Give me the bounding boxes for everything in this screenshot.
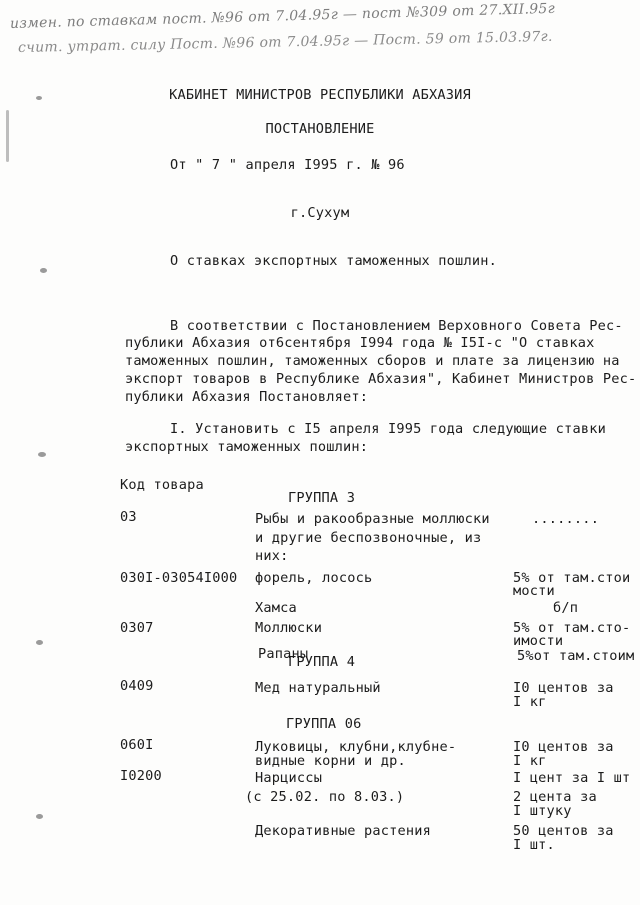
table-row-rate: б/п	[553, 600, 579, 616]
subject-line: О ставках экспортных таможенных пошлин.	[170, 253, 497, 269]
scan-speck	[36, 640, 43, 645]
table-row-rate: 50 центов за	[513, 823, 614, 839]
table-row-desc: и другие беспозвоночные, из	[255, 530, 482, 546]
paragraph-line: публики Абхазия от6сентября I994 года № I5I-с "О ставках	[125, 335, 595, 351]
table-row-rate: 5% от там.стои	[513, 570, 631, 586]
table-row-desc: Хамса	[255, 600, 297, 616]
scan-speck	[40, 268, 47, 273]
handwritten-note-line2: счит. утрат. силу Пост. №96 от 7.04.95г — Пост. 59 от 15.03.97г.	[17, 28, 553, 56]
table-row-code: I0200	[120, 768, 162, 784]
paragraph-line: экспортных таможенных пошлин:	[125, 439, 369, 455]
paragraph-line: экспорт товаров в Республике Абхазия", Кабинет Министров Рес-	[125, 371, 637, 387]
table-row-desc: Луковицы, клубни,клубне-	[255, 739, 457, 755]
city-line: г.Сухум	[290, 205, 350, 221]
scan-speck	[36, 814, 43, 819]
table-row-rate: I0 центов за	[513, 680, 614, 696]
table-row-code: 060I	[120, 737, 154, 753]
table-row-rate: имости	[513, 633, 564, 649]
table-row-rate: мости	[513, 583, 555, 599]
table-row-desc: (с 25.02. по 8.03.)	[245, 789, 405, 805]
table-row-desc: видные корни и др.	[255, 753, 406, 769]
table-row-desc: Рапаны	[258, 646, 309, 662]
table-row-desc: Мед натуральный	[255, 680, 381, 696]
table-row-rate: I0 центов за	[513, 739, 614, 755]
table-row-rate: I шт.	[513, 837, 555, 853]
table-row-rate: 5%от там.стоим	[517, 648, 635, 664]
table-row-desc: Нарциссы	[255, 770, 323, 786]
table-row-desc: Моллюски	[255, 620, 323, 636]
handwritten-note-line1: измен. по ставкам пост. №96 от 7.04.95г — пост №309 от 27.XII.95г	[9, 0, 556, 32]
table-row-rate: I штуку	[513, 803, 572, 819]
group-heading-6: ГРУППА 06	[286, 716, 362, 732]
cabinet-heading: КАБИНЕТ МИНИСТРОВ РЕСПУБЛИКИ АБХАЗИЯ	[169, 87, 471, 103]
table-row-desc: них:	[255, 548, 289, 564]
table-row-desc: Декоративные растения	[255, 823, 432, 839]
table-row-desc: форель, лосось	[255, 570, 373, 586]
group-heading-3: ГРУППА 3	[288, 490, 356, 506]
table-row-code: 03	[120, 509, 137, 525]
table-row-rate: 5% от там.сто-	[513, 620, 631, 636]
table-row-rate: I кг	[513, 694, 547, 710]
table-row-rate: 2 цента за	[513, 789, 597, 805]
table-row-rate: I цент за I шт	[513, 770, 631, 786]
scan-speck	[38, 452, 46, 457]
paragraph-line: публики Абхазия Постановляет:	[125, 389, 369, 405]
paragraph-line: I. Установить с I5 апреля I995 года следующие ставки	[170, 421, 606, 437]
document-type-heading: ПОСТАНОВЛЕНИЕ	[265, 121, 375, 137]
group-heading-4: ГРУППА 4	[288, 654, 356, 670]
table-row-code: 030I-03054I000	[120, 570, 238, 586]
table-row-desc: Рыбы и ракообразные моллюски	[255, 511, 490, 527]
table-row-code: 0409	[120, 678, 154, 694]
code-column-header: Код товара	[120, 477, 204, 493]
date-number-line: От " 7 " апреля I995 г. № 96	[170, 157, 405, 173]
table-row-code: 0307	[120, 620, 154, 636]
paragraph-line: таможенных пошлин, таможенных сборов и плате за лицензию на	[125, 353, 620, 369]
table-row-rate: I кг	[513, 753, 547, 769]
table-row-rate: ........	[532, 511, 600, 527]
paragraph-line: В соответствии с Постановлением Верховного Совета Рес-	[170, 318, 623, 334]
